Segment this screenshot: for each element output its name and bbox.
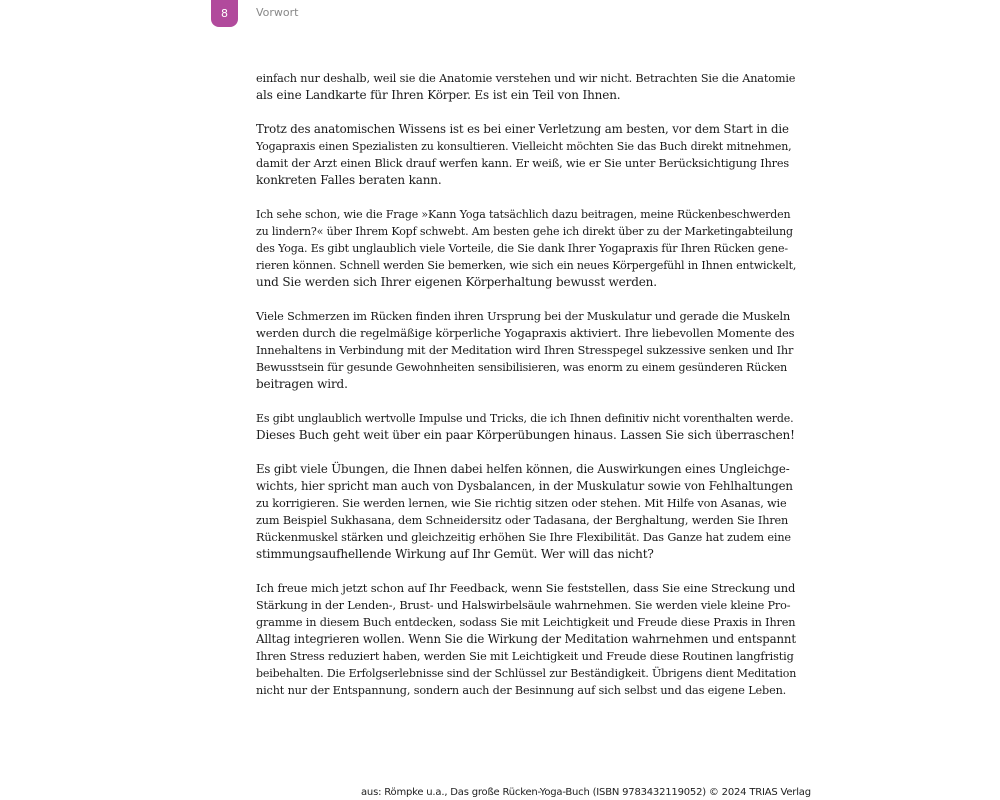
text-line: nicht nur der Entspannung, sondern auch der Besinnung auf sich selbst und das eigene Leben. [256,684,787,697]
text-line: Es gibt unglaublich wertvolle Impulse und Tricks, die ich Ihnen definitiv nicht vorenthalten werde. [256,412,794,425]
text-line: beibehalten. Die Erfolgserlebnisse sind der Schlüssel zur Beständigkeit. Übrigens dient Meditation [256,667,797,680]
text-line: beitragen wird. [256,377,348,391]
paragraph [256,121,796,189]
paragraph [256,580,796,699]
text-line: zu lindern?« über Ihrem Kopf schwebt. Am besten gehe ich direkt über zu der Marketingabteilung [256,225,793,238]
text-line: zum Beispiel Sukhasana, dem Schneidersitz oder Tadasana, der Berghaltung, werden Sie Ihren [256,514,789,527]
text-line: Innehaltens in Verbindung mit der Meditation wird Ihren Stresspegel sukzessive senken und Ihr [256,344,794,357]
text-line: stimmungsaufhellende Wirkung auf Ihr Gemüt. Wer will das nicht? [256,547,654,561]
text-line: Es gibt viele Übungen, die Ihnen dabei helfen können, die Auswirkungen eines Ungleichge- [256,462,790,476]
text-line: zu korrigieren. Sie werden lernen, wie Sie richtig sitzen oder stehen. Mit Hilfe von Asanas, wie [256,497,787,510]
text-line: Trotz des anatomischen Wissens ist es bei einer Verletzung am besten, vor dem Start in die [256,122,789,136]
text-line: rieren können. Schnell werden Sie bemerken, wie sich ein neues Körpergefühl in Ihnen entwickelt, [256,259,797,272]
body-text [256,70,796,716]
text-line: gramme in diesem Buch entdecken, sodass Sie mit Leichtigkeit und Freude diese Praxis in Ihren [256,616,796,629]
text-line: einfach nur deshalb, weil sie die Anatomie verstehen und wir nicht. Betrachten Sie die Anatomie [256,72,796,85]
text-line: Dieses Buch geht weit über ein paar Körperübungen hinaus. Lassen Sie sich überraschen! [256,428,795,442]
paragraph [256,461,796,563]
text-line: Ihren Stress reduziert haben, werden Sie mit Leichtigkeit und Freude diese Routinen langfristig [256,650,794,663]
paragraph [256,410,796,444]
text-line: Alltag integrieren wollen. Wenn Sie die Wirkung der Meditation wahrnehmen und entspannt [256,632,796,646]
text-line: werden durch die regelmäßige körperliche Yogapraxis aktiviert. Ihre liebevollen Momente des [256,326,795,340]
paragraph [256,206,796,291]
text-line: konkreten Falles beraten kann. [256,173,442,187]
text-line: Ich freue mich jetzt schon auf Ihr Feedback, wenn Sie feststellen, dass Sie eine Streckung und [256,581,796,595]
text-line: Viele Schmerzen im Rücken finden ihren Ursprung bei der Muskulatur und gerade die Muskeln [256,310,791,323]
text-line: Ich sehe schon, wie die Frage »Kann Yoga tatsächlich dazu beitragen, meine Rückenbeschwerden [256,208,791,221]
text-line: und Sie werden sich Ihrer eigenen Körperhaltung bewusst werden. [256,275,657,289]
text-line: damit der Arzt einen Blick drauf werfen kann. Er weiß, wie er Sie unter Berücksichtigung Ihres [256,157,790,170]
text-line: wichts, hier spricht man auch von Dysbalancen, in der Muskulatur sowie von Fehlhaltungen [256,479,793,493]
text-line: Rückenmuskel stärken und gleichzeitig erhöhen Sie Ihre Flexibilität. Das Ganze hat zudem eine [256,531,791,544]
text-line: als eine Landkarte für Ihren Körper. Es ist ein Teil von Ihnen. [256,88,621,102]
text-line: Yogapraxis einen Spezialisten zu konsultieren. Vielleicht möchten Sie das Buch direkt mitnehmen, [256,140,792,153]
paragraph [256,308,796,393]
text-line: des Yoga. Es gibt unglaublich viele Vorteile, die Sie dank Ihrer Yogapraxis für Ihren Rücken gene- [256,242,788,255]
paragraph [256,70,796,104]
text-line: Stärkung in der Lenden-, Brust- und Halswirbelsäule wahrnehmen. Sie werden viele kleine Pro- [256,599,791,612]
footer-credit: aus: Römpke u.a., Das große Rücken-Yoga-Buch (ISBN 9783432119052) © 2024 TRIAS Verlag [361,787,811,798]
page-number: 8 [221,7,228,20]
section-title: Vorwort [256,6,299,19]
page-number-badge [211,0,238,27]
text-line: Bewusstsein für gesunde Gewohnheiten sensibilisieren, was enorm zu einem gesünderen Rücken [256,361,788,374]
